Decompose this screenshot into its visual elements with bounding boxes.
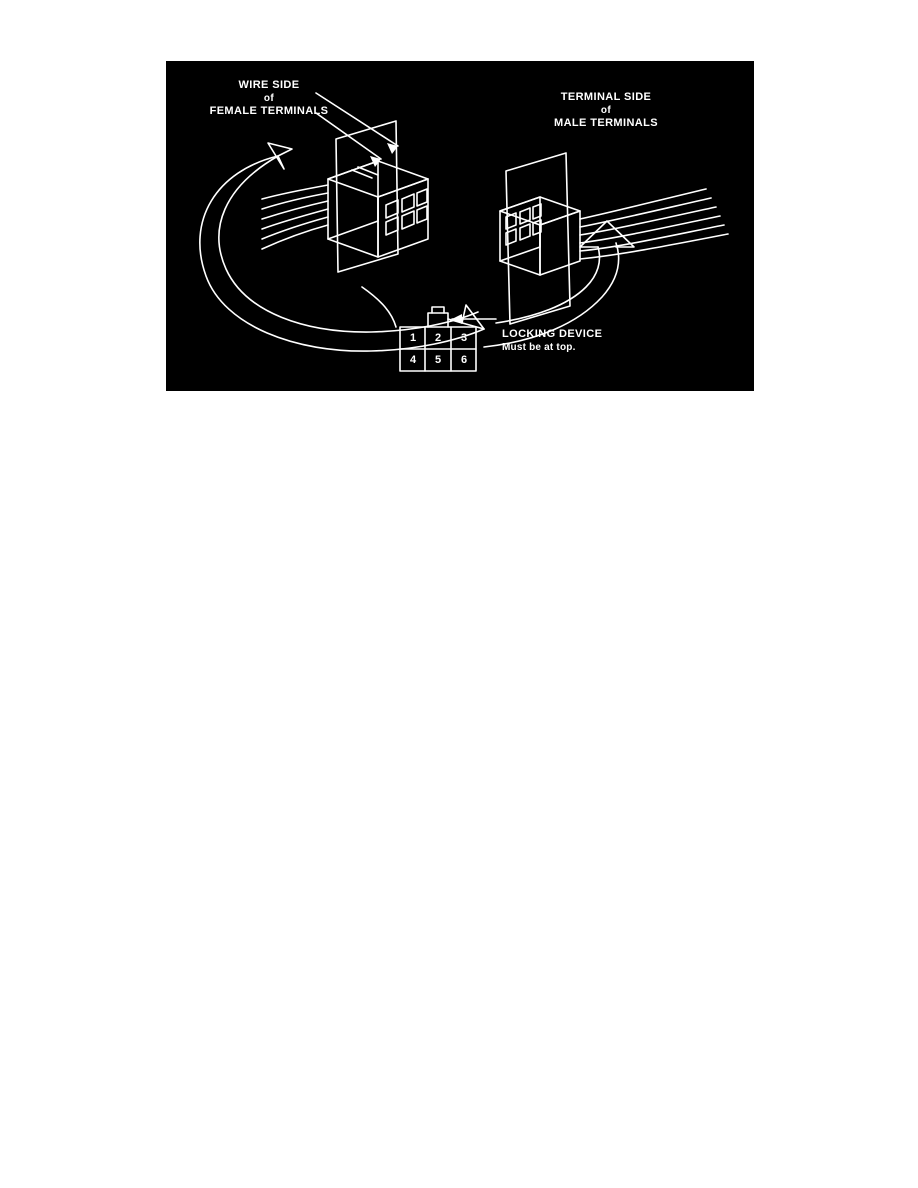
pin-number-4: 4	[409, 354, 417, 366]
label-terminal-side-line1: TERMINAL SIDE	[560, 91, 652, 103]
label-wire-side-line2: of	[263, 93, 275, 104]
pin-number-3: 3	[460, 332, 468, 344]
pin-number-5: 5	[434, 354, 442, 366]
label-wire-side-line3: FEMALE TERMINALS	[209, 105, 329, 117]
label-terminal-side-line2: of	[600, 105, 612, 116]
label-locking-device-line1: LOCKING DEVICE	[502, 328, 603, 340]
pin-number-6: 6	[460, 354, 468, 366]
label-wire-side-line1: WIRE SIDE	[238, 79, 300, 91]
pin-number-1: 1	[409, 332, 417, 344]
connector-diagram-figure	[166, 61, 754, 391]
label-locking-device	[502, 328, 732, 354]
label-locking-device-line2: Must be at top.	[502, 342, 576, 353]
label-wire-side	[174, 79, 364, 118]
label-terminal-side	[506, 91, 706, 130]
label-terminal-side-line3: MALE TERMINALS	[554, 117, 658, 129]
pin-number-2: 2	[434, 332, 442, 344]
